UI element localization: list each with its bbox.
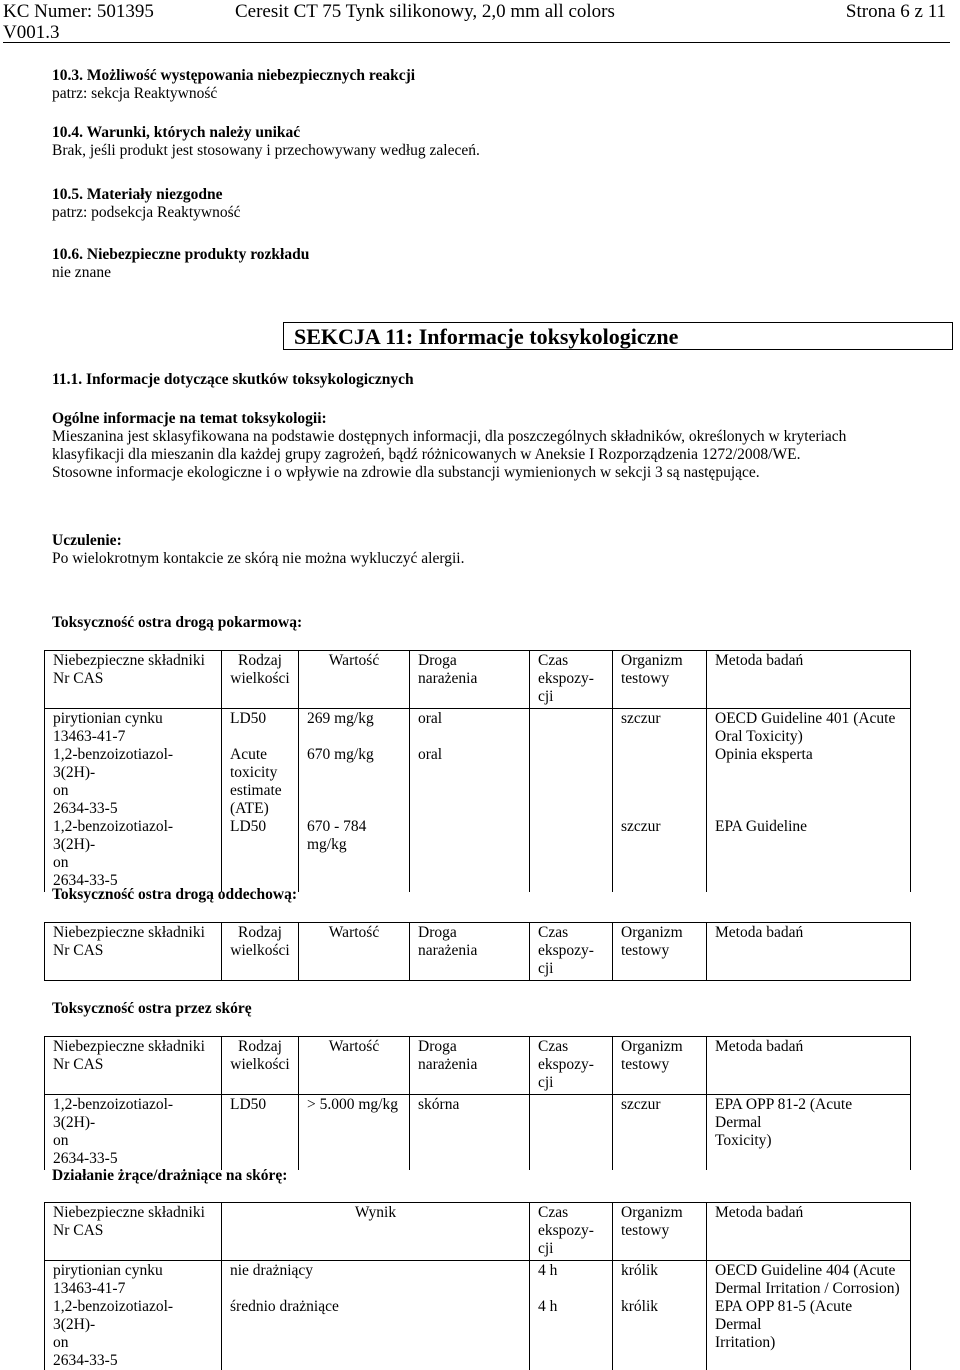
table-row (45, 746, 911, 818)
dermal-toxicity-table (44, 1036, 911, 1170)
cell-text: Organizm (621, 1038, 683, 1055)
table-header-row (45, 923, 911, 981)
page-header (3, 0, 950, 43)
cell-text: Metoda badań (715, 1204, 804, 1221)
table-row (45, 1095, 911, 1171)
cell-text: Droga (418, 652, 457, 669)
table-header-row (45, 1203, 911, 1261)
cell-text: Droga (418, 924, 457, 941)
cell-text: narażenia (418, 1056, 478, 1073)
cell-text: 2634-33-5 (53, 1352, 118, 1369)
cell-text: Acute (230, 746, 268, 763)
cell-text: Niebezpieczne składniki (53, 1204, 205, 1221)
col-value-header (299, 651, 410, 709)
general-info (52, 410, 942, 482)
cell-text: Metoda badań (715, 924, 804, 941)
cell-text: 2634-33-5 (53, 872, 118, 889)
cell-text: 2634-33-5 (53, 1150, 118, 1167)
cell-text: EPA OPP 81-5 (Acute Dermal (715, 1298, 853, 1333)
cell-text: narażenia (418, 670, 478, 687)
section-11-1-title: 11.1. Informacje dotyczące skutków toksykologicznych (52, 371, 414, 388)
skin-irritation-table (44, 1202, 911, 1370)
cell-text: Wynik (354, 1204, 397, 1221)
cell-text: wielkości (230, 1056, 290, 1073)
cell-text: cji (538, 1240, 554, 1257)
cell-text: 2634-33-5 (53, 800, 118, 817)
table-cell (410, 746, 530, 818)
sensitization-text: Po wielokrotnym kontakcie ze skórą nie można wykluczyć alergii. (52, 550, 465, 567)
section-10-5-text: patrz: podsekcja Reaktywność (52, 204, 241, 221)
table-cell (530, 746, 613, 818)
cell-text: Organizm (621, 1204, 683, 1221)
cell-text: Rodzaj (238, 652, 282, 669)
table-cell (613, 1095, 707, 1171)
table-cell (222, 746, 299, 818)
cell-text: Czas (538, 1038, 569, 1055)
cell-text: Wartość (328, 1038, 380, 1055)
table-cell (410, 709, 530, 747)
table-cell (613, 923, 707, 981)
cell-text: Organizm (621, 652, 683, 669)
cell-text: 4 h (538, 1298, 558, 1315)
col-ingredient-header (45, 651, 222, 709)
cell-text: ekspozy- (538, 670, 594, 687)
cell-text: Nr CAS (53, 942, 104, 959)
table-cell (613, 709, 707, 747)
cell-text: 13463-41-7 (53, 1280, 126, 1297)
table-cell (410, 1037, 530, 1095)
cell-text: (ATE) (230, 800, 269, 817)
table-cell (299, 746, 410, 818)
table-cell (410, 923, 530, 981)
cell-text: Opinia eksperta (715, 746, 813, 763)
table-cell (613, 1261, 707, 1299)
table-cell (410, 818, 530, 892)
col-type-header (222, 651, 299, 709)
table-cell (45, 1203, 222, 1261)
table-cell (222, 709, 299, 747)
section-10-4-text: Brak, jeśli produkt jest stosowany i przechowywany według zaleceń. (52, 142, 480, 159)
table-cell (530, 1203, 613, 1261)
cell-text: EPA Guideline (715, 818, 808, 835)
cell-text: Czas (538, 924, 569, 941)
table-row (45, 1298, 911, 1370)
cell-text: Rodzaj (238, 1038, 282, 1055)
table-header-row (45, 651, 911, 709)
cell-text: on (53, 854, 69, 871)
section-11-heading (283, 322, 953, 350)
table-cell (45, 746, 222, 818)
cell-text: szczur (621, 818, 661, 835)
table-cell (222, 923, 299, 981)
col-method-header (707, 651, 911, 709)
table-cell (45, 1298, 222, 1370)
table-cell (299, 818, 410, 892)
section-10-5-title: 10.5. Materiały niezgodne (52, 186, 223, 203)
table-cell (530, 1298, 613, 1370)
cell-text: testowy (621, 1056, 670, 1073)
cell-text: 13463-41-7 (53, 728, 126, 745)
cell-text: 1,2-benzoizotiazol-3(2H)- (53, 746, 174, 781)
cell-text: oral (418, 710, 443, 727)
table-cell (613, 818, 707, 892)
cell-text: 1,2-benzoizotiazol-3(2H)- (53, 1096, 174, 1131)
table-cell (45, 1037, 222, 1095)
cell-text: Niebezpieczne składniki (53, 652, 205, 669)
cell-text: oral (418, 746, 443, 763)
table-cell (530, 709, 613, 747)
cell-text: Nr CAS (53, 1056, 104, 1073)
cell-text: cji (538, 960, 554, 977)
table-cell (299, 1095, 410, 1171)
cell-text: nie drażniący (230, 1262, 314, 1279)
table-cell (45, 1095, 222, 1171)
cell-text: Metoda badań (715, 652, 804, 669)
cell-text: Toxicity) (715, 1132, 772, 1149)
table-cell (707, 1203, 911, 1261)
general-info-title: Ogólne informacje na temat toksykologii: (52, 410, 327, 427)
section-10-6-text: nie znane (52, 264, 111, 281)
cell-text: estimate (230, 782, 282, 799)
sensitization-title: Uczulenie: (52, 532, 122, 549)
cell-text: 1,2-benzoizotiazol-3(2H)- (53, 818, 174, 853)
cell-text: 670 - 784 mg/kg (307, 818, 367, 853)
cell-text: pirytionian cynku (53, 1262, 163, 1279)
table-cell (299, 923, 410, 981)
section-11-title: SEKCJA 11: Informacje toksykologiczne (294, 324, 679, 349)
col-organism-header (613, 651, 707, 709)
col-time-header (530, 651, 613, 709)
table-cell (45, 709, 222, 747)
version: V001.3 (3, 22, 60, 43)
cell-text: Wartość (328, 924, 380, 941)
table-cell (707, 709, 911, 747)
cell-text: Dermal Irritation / Corrosion) (715, 1280, 900, 1297)
cell-text: pirytionian cynku (53, 710, 163, 727)
section-10-3-title: 10.3. Możliwość występowania niebezpiecznych reakcji (52, 67, 416, 84)
general-info-line: Stosowne informacje ekologiczne i o wpływie na zdrowie dla substancji wymienionych w sekcji 3 są następujące. (52, 464, 760, 481)
table-cell (613, 1037, 707, 1095)
kc-number: KC Numer: 501395 (3, 1, 154, 22)
table-row (45, 709, 911, 747)
cell-text: skórna (418, 1096, 460, 1113)
table-cell (707, 1261, 911, 1299)
table-cell (707, 923, 911, 981)
table-cell (707, 1095, 911, 1171)
table-cell (707, 1298, 911, 1370)
table-cell (613, 1298, 707, 1370)
table-cell (530, 818, 613, 892)
cell-text: ekspozy- (538, 1222, 594, 1239)
cell-text: Irritation) (715, 1334, 776, 1351)
cell-text: on (53, 1334, 69, 1351)
cell-text: Wartość (328, 652, 380, 669)
cell-text: wielkości (230, 942, 290, 959)
cell-text: 1,2-benzoizotiazol-3(2H)- (53, 1298, 174, 1333)
table-cell (530, 923, 613, 981)
table-cell (45, 1261, 222, 1299)
section-10-3 (52, 67, 415, 103)
cell-text: szczur (621, 1096, 661, 1113)
oral-toxicity-table (44, 650, 911, 892)
cell-text: toxicity (230, 764, 278, 781)
cell-text: OECD Guideline 401 (Acute (715, 710, 896, 727)
section-10-5 (52, 186, 241, 222)
table-cell (222, 1095, 299, 1171)
cell-text: Niebezpieczne składniki (53, 924, 205, 941)
table-cell (222, 1037, 299, 1095)
dermal-toxicity-title: Toksyczność ostra przez skórę (52, 1000, 252, 1017)
cell-text: narażenia (418, 942, 478, 959)
table-cell (45, 923, 222, 981)
cell-text: > 5.000 mg/kg (307, 1096, 398, 1113)
cell-text: ekspozy- (538, 1056, 594, 1073)
skin-irritation-title: Działanie żrące/drażniące na skórę: (52, 1167, 288, 1184)
section-10-6-title: 10.6. Niebezpieczne produkty rozkładu (52, 246, 310, 263)
table-cell (222, 1298, 530, 1370)
cell-text: testowy (621, 942, 670, 959)
cell-text: Nr CAS (53, 670, 104, 687)
cell-text: LD50 (230, 818, 267, 835)
table-cell (613, 1203, 707, 1261)
table-cell (45, 818, 222, 892)
cell-text: on (53, 782, 69, 799)
cell-text: królik (621, 1298, 659, 1315)
inhalation-toxicity-table (44, 922, 911, 981)
cell-text: LD50 (230, 710, 267, 727)
product-name: Ceresit CT 75 Tynk silikonowy, 2,0 mm all colors (235, 1, 615, 22)
general-info-line: Mieszanina jest sklasyfikowana na podstawie dostępnych informacji, dla poszczególnych składników, określonych w kryteriach (52, 428, 847, 445)
oral-toxicity-title: Toksyczność ostra drogą pokarmową: (52, 614, 303, 631)
general-info-line: klasyfikacji dla mieszanin dla każdej grupy zagrożeń, bądź różnicowanych w Aneksie I Rozporządzenia 1272/2008/WE. (52, 446, 801, 463)
section-10-4 (52, 124, 480, 160)
page-number: Strona 6 z 11 (845, 1, 946, 22)
cell-text: 4 h (538, 1262, 558, 1279)
inhalation-toxicity-title: Toksyczność ostra drogą oddechową: (52, 886, 298, 903)
table-cell (530, 1095, 613, 1171)
table-row (45, 818, 911, 892)
cell-text: LD50 (230, 1096, 267, 1113)
table-cell (222, 1203, 530, 1261)
cell-text: 670 mg/kg (307, 746, 374, 763)
cell-text: Niebezpieczne składniki (53, 1038, 205, 1055)
cell-text: cji (538, 1074, 554, 1091)
cell-text: testowy (621, 670, 670, 687)
table-cell (707, 746, 911, 818)
cell-text: Czas (538, 652, 569, 669)
table-row (45, 1261, 911, 1299)
cell-text: testowy (621, 1222, 670, 1239)
table-header-row (45, 1037, 911, 1095)
cell-text: on (53, 1132, 69, 1149)
cell-text: szczur (621, 710, 661, 727)
cell-text: średnio drażniące (230, 1298, 339, 1315)
table-cell (299, 1037, 410, 1095)
cell-text: ekspozy- (538, 942, 594, 959)
cell-text: Czas (538, 1204, 569, 1221)
section-10-3-text: patrz: sekcja Reaktywność (52, 85, 218, 102)
cell-text: Nr CAS (53, 1222, 104, 1239)
sensitization (52, 532, 942, 568)
cell-text: EPA OPP 81-2 (Acute Dermal (715, 1096, 853, 1131)
cell-text: królik (621, 1262, 659, 1279)
cell-text: 269 mg/kg (307, 710, 374, 727)
cell-text: cji (538, 688, 554, 705)
cell-text: wielkości (230, 670, 290, 687)
cell-text: Oral Toxicity) (715, 728, 803, 745)
table-cell (707, 818, 911, 892)
cell-text: OECD Guideline 404 (Acute (715, 1262, 896, 1279)
cell-text: Metoda badań (715, 1038, 804, 1055)
table-cell (613, 746, 707, 818)
cell-text: Droga (418, 1038, 457, 1055)
table-cell (530, 1037, 613, 1095)
table-cell (222, 1261, 530, 1299)
table-cell (222, 818, 299, 892)
cell-text: Rodzaj (238, 924, 282, 941)
table-cell (707, 1037, 911, 1095)
table-cell (410, 1095, 530, 1171)
col-route-header (410, 651, 530, 709)
table-cell (530, 1261, 613, 1299)
cell-text: Organizm (621, 924, 683, 941)
table-cell (299, 709, 410, 747)
section-10-4-title: 10.4. Warunki, których należy unikać (52, 124, 301, 141)
section-10-6 (52, 246, 309, 282)
